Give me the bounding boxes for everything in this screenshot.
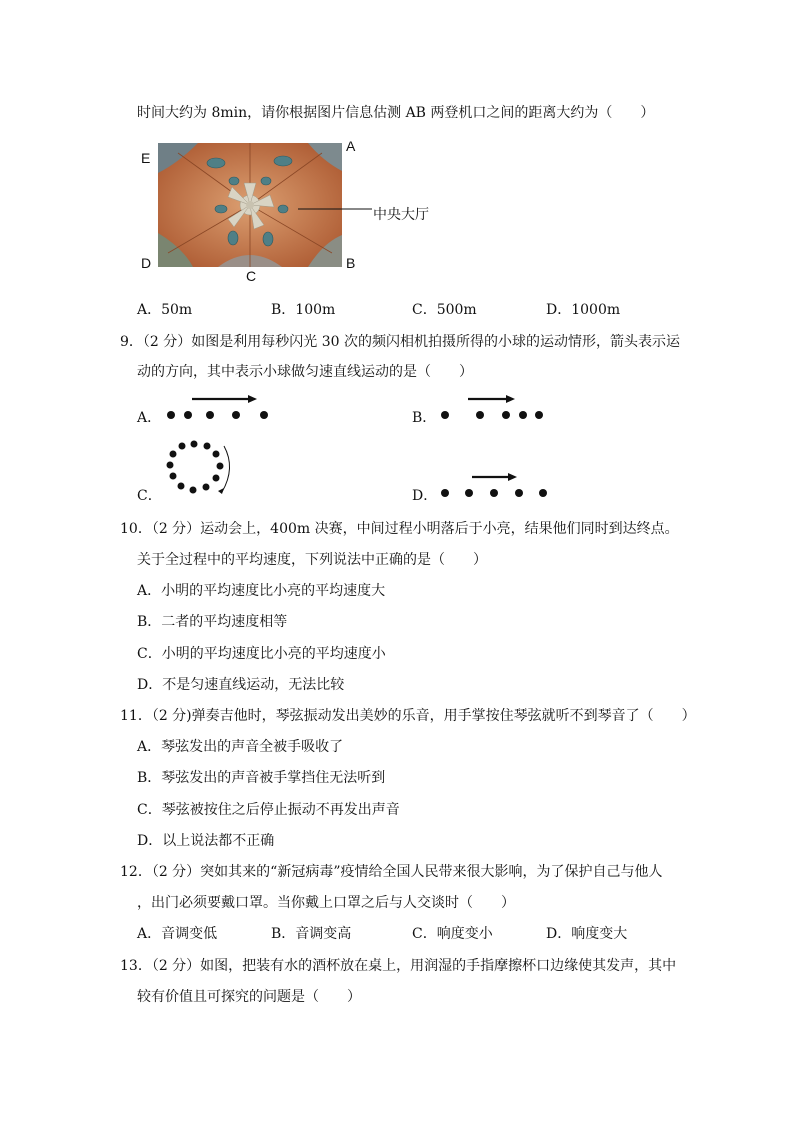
q9-option-a: A．	[137, 410, 162, 426]
figure-label-c: C	[246, 268, 257, 284]
q11-option-d: D．以上说法都不正确	[137, 833, 275, 849]
airport-aerial-photo	[158, 143, 342, 267]
q8-option-d: D．1000m	[546, 302, 621, 318]
q9-option-d: D．	[412, 488, 438, 504]
q9-option-b: B．	[412, 410, 437, 426]
q10-stem-line2: 关于全过程中的平均速度，下列说法中正确的是（ ）	[137, 552, 487, 568]
q9-figure-d	[434, 468, 554, 502]
q10-option-d: D．不是匀速直线运动，无法比较	[137, 677, 345, 693]
central-hall-pointer-line	[298, 206, 374, 212]
q12-stem-line1: 12．（2 分）突如其来的“新冠病毒”疫情给全国人民带来很大影响，为了保护自己与他人	[120, 864, 663, 880]
figure-label-e: E	[141, 150, 151, 166]
q9-figure-c-circular	[160, 436, 240, 500]
q13-stem-line2: 较有价值且可探究的问题是（ ）	[137, 989, 361, 1005]
q8-option-b: B．100m	[271, 302, 336, 318]
q12-option-a: A．音调变低	[137, 926, 218, 942]
q9-stem-line2: 动的方向，其中表示小球做匀速直线运动的是（ ）	[137, 364, 473, 380]
q11-option-c: C．琴弦被按住之后停止振动不再发出声音	[137, 802, 400, 818]
q12-option-c: C．响度变小	[412, 926, 493, 942]
q10-option-b: B．二者的平均速度相等	[137, 614, 288, 630]
q10-stem-line1: 10．（2 分）运动会上，400m 决赛，中间过程小明落后于小亮，结果他们同时到达终点。	[120, 521, 679, 537]
q12-option-b: B．音调变高	[271, 926, 352, 942]
figure-label-b: B	[346, 255, 356, 271]
q13-stem-line1: 13．（2 分）如图，把装有水的酒杯放在桌上，用润湿的手指摩擦杯口边缘使其发声，其中	[120, 958, 677, 974]
q9-option-c: C．	[137, 488, 162, 504]
q8-continuation: 时间大约为 8min，请你根据图片信息估测 AB 两登机口之间的距离大约为（ ）	[137, 105, 655, 121]
figure-label-a: A	[346, 138, 356, 154]
q11-stem: 11．（2 分)弹奏吉他时，琴弦振动发出美妙的乐音，用手掌按住琴弦就听不到琴音了（ ）	[120, 708, 696, 724]
figure-label-d: D	[141, 255, 152, 271]
q9-figure-a	[160, 390, 280, 424]
figure-label-central-hall: 中央大厅	[373, 206, 429, 222]
q8-option-c: C．500m	[412, 302, 477, 318]
q8-option-a: A．50m	[137, 302, 193, 318]
q11-option-a: A．琴弦发出的声音全被手吸收了	[137, 739, 344, 755]
q11-option-b: B．琴弦发出的声音被手掌挡住无法听到	[137, 770, 386, 786]
q9-figure-b	[434, 390, 554, 424]
q10-option-a: A．小明的平均速度比小亮的平均速度大	[137, 583, 386, 599]
q12-stem-line2: ，出门必须要戴口罩。当你戴上口罩之后与人交谈时（ ）	[137, 895, 515, 911]
q9-stem-line1: 9．（2 分）如图是利用每秒闪光 30 次的频闪相机拍摄所得的小球的运动情形，箭头表示运	[120, 334, 680, 350]
q10-option-c: C．小明的平均速度比小亮的平均速度小	[137, 646, 386, 662]
q12-option-d: D．响度变大	[546, 926, 628, 942]
